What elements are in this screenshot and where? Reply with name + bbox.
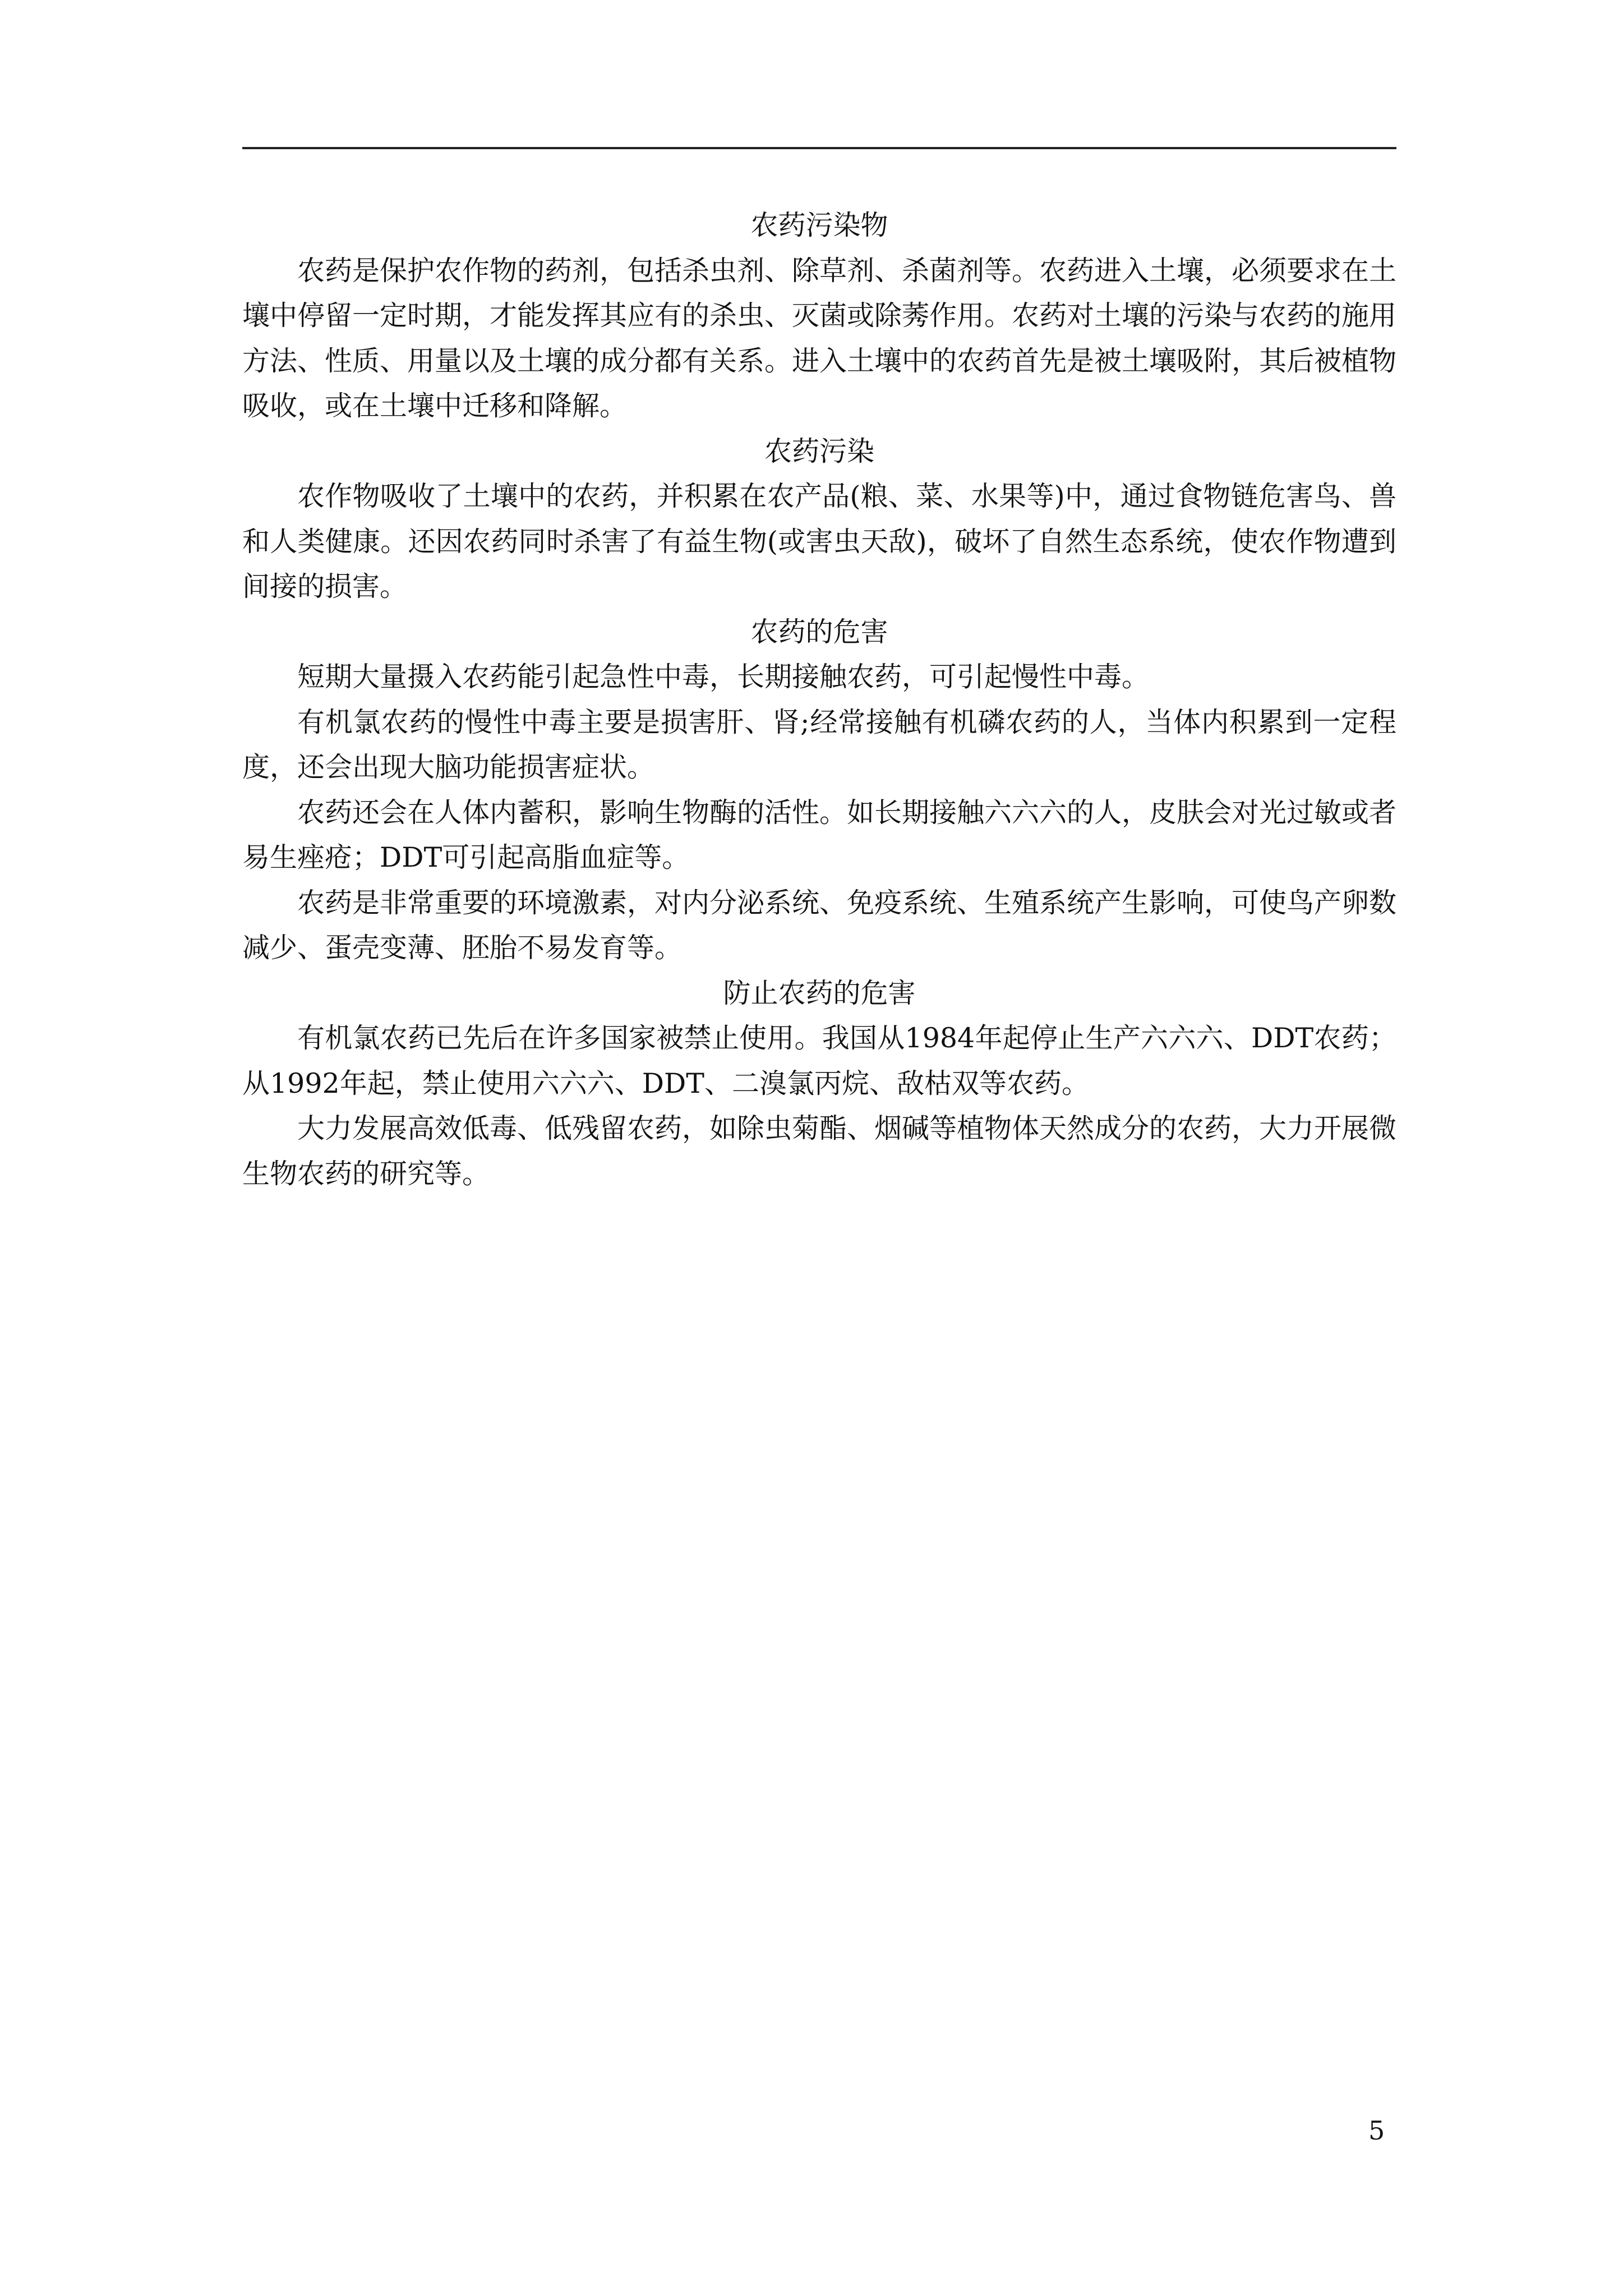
paragraph: 农作物吸收了土壤中的农药，并积累在农产品(粮、菜、水果等)中，通过食物链危害鸟、兽和人类健康。还因农药同时杀害了有益生物(或害虫天敌)，破坏了自然生态系统，使农作物遭到间接的损害。	[242, 480, 1396, 602]
section-prevent-hazards	[242, 971, 1396, 1197]
header-rule	[242, 147, 1396, 149]
paragraph: 有机氯农药已先后在许多国家被禁止使用。我国从1984年起停止生产六六六、DDT农药；从1992年起，禁止使用六六六、DDT、二溴氯丙烷、敌枯双等农药。	[242, 1022, 1396, 1099]
paragraph: 农药还会在人体内蓄积，影响生物酶的活性。如长期接触六六六的人，皮肤会对光过敏或者易生痤疮；DDT可引起高脂血症等。	[242, 796, 1397, 873]
section-title: 农药污染	[764, 435, 874, 467]
document-body	[242, 203, 1396, 1197]
paragraph: 大力发展高效低毒、低残留农药，如除虫菊酯、烟碱等植物体天然成分的农药，大力开展微生物农药的研究等。	[242, 1112, 1397, 1190]
section-title: 农药污染物	[750, 209, 888, 241]
section-pesticide-pollution	[242, 429, 1396, 610]
paragraph: 有机氯农药的慢性中毒主要是损害肝、肾;经常接触有机磷农药的人，当体内积累到一定程度，还会出现大脑功能损害症状。	[242, 706, 1396, 783]
page-number: 5	[1368, 2115, 1385, 2146]
section-title: 农药的危害	[750, 615, 888, 648]
paragraph: 农药是非常重要的环境激素，对内分泌系统、免疫系统、生殖系统产生影响，可使鸟产卵数减少、蛋壳变薄、胚胎不易发育等。	[242, 886, 1397, 964]
section-pesticide-hazards	[242, 610, 1396, 971]
paragraph: 农药是保护农作物的药剂，包括杀虫剂、除草剂、杀菌剂等。农药进入土壤，必须要求在土壤中停留一定时期，才能发挥其应有的杀虫、灭菌或除莠作用。农药对土壤的污染与农药的施用方法、性质、用量以及土壤的成分都有关系。进入土壤中的农药首先是被土壤吸附，其后被植物吸收，或在土壤中迁移和降解。	[242, 254, 1397, 422]
section-pesticide-pollutants	[242, 203, 1396, 429]
section-title: 防止农药的危害	[723, 977, 916, 1009]
paragraph: 短期大量摄入农药能引起急性中毒，长期接触农药，可引起慢性中毒。	[297, 661, 1150, 693]
